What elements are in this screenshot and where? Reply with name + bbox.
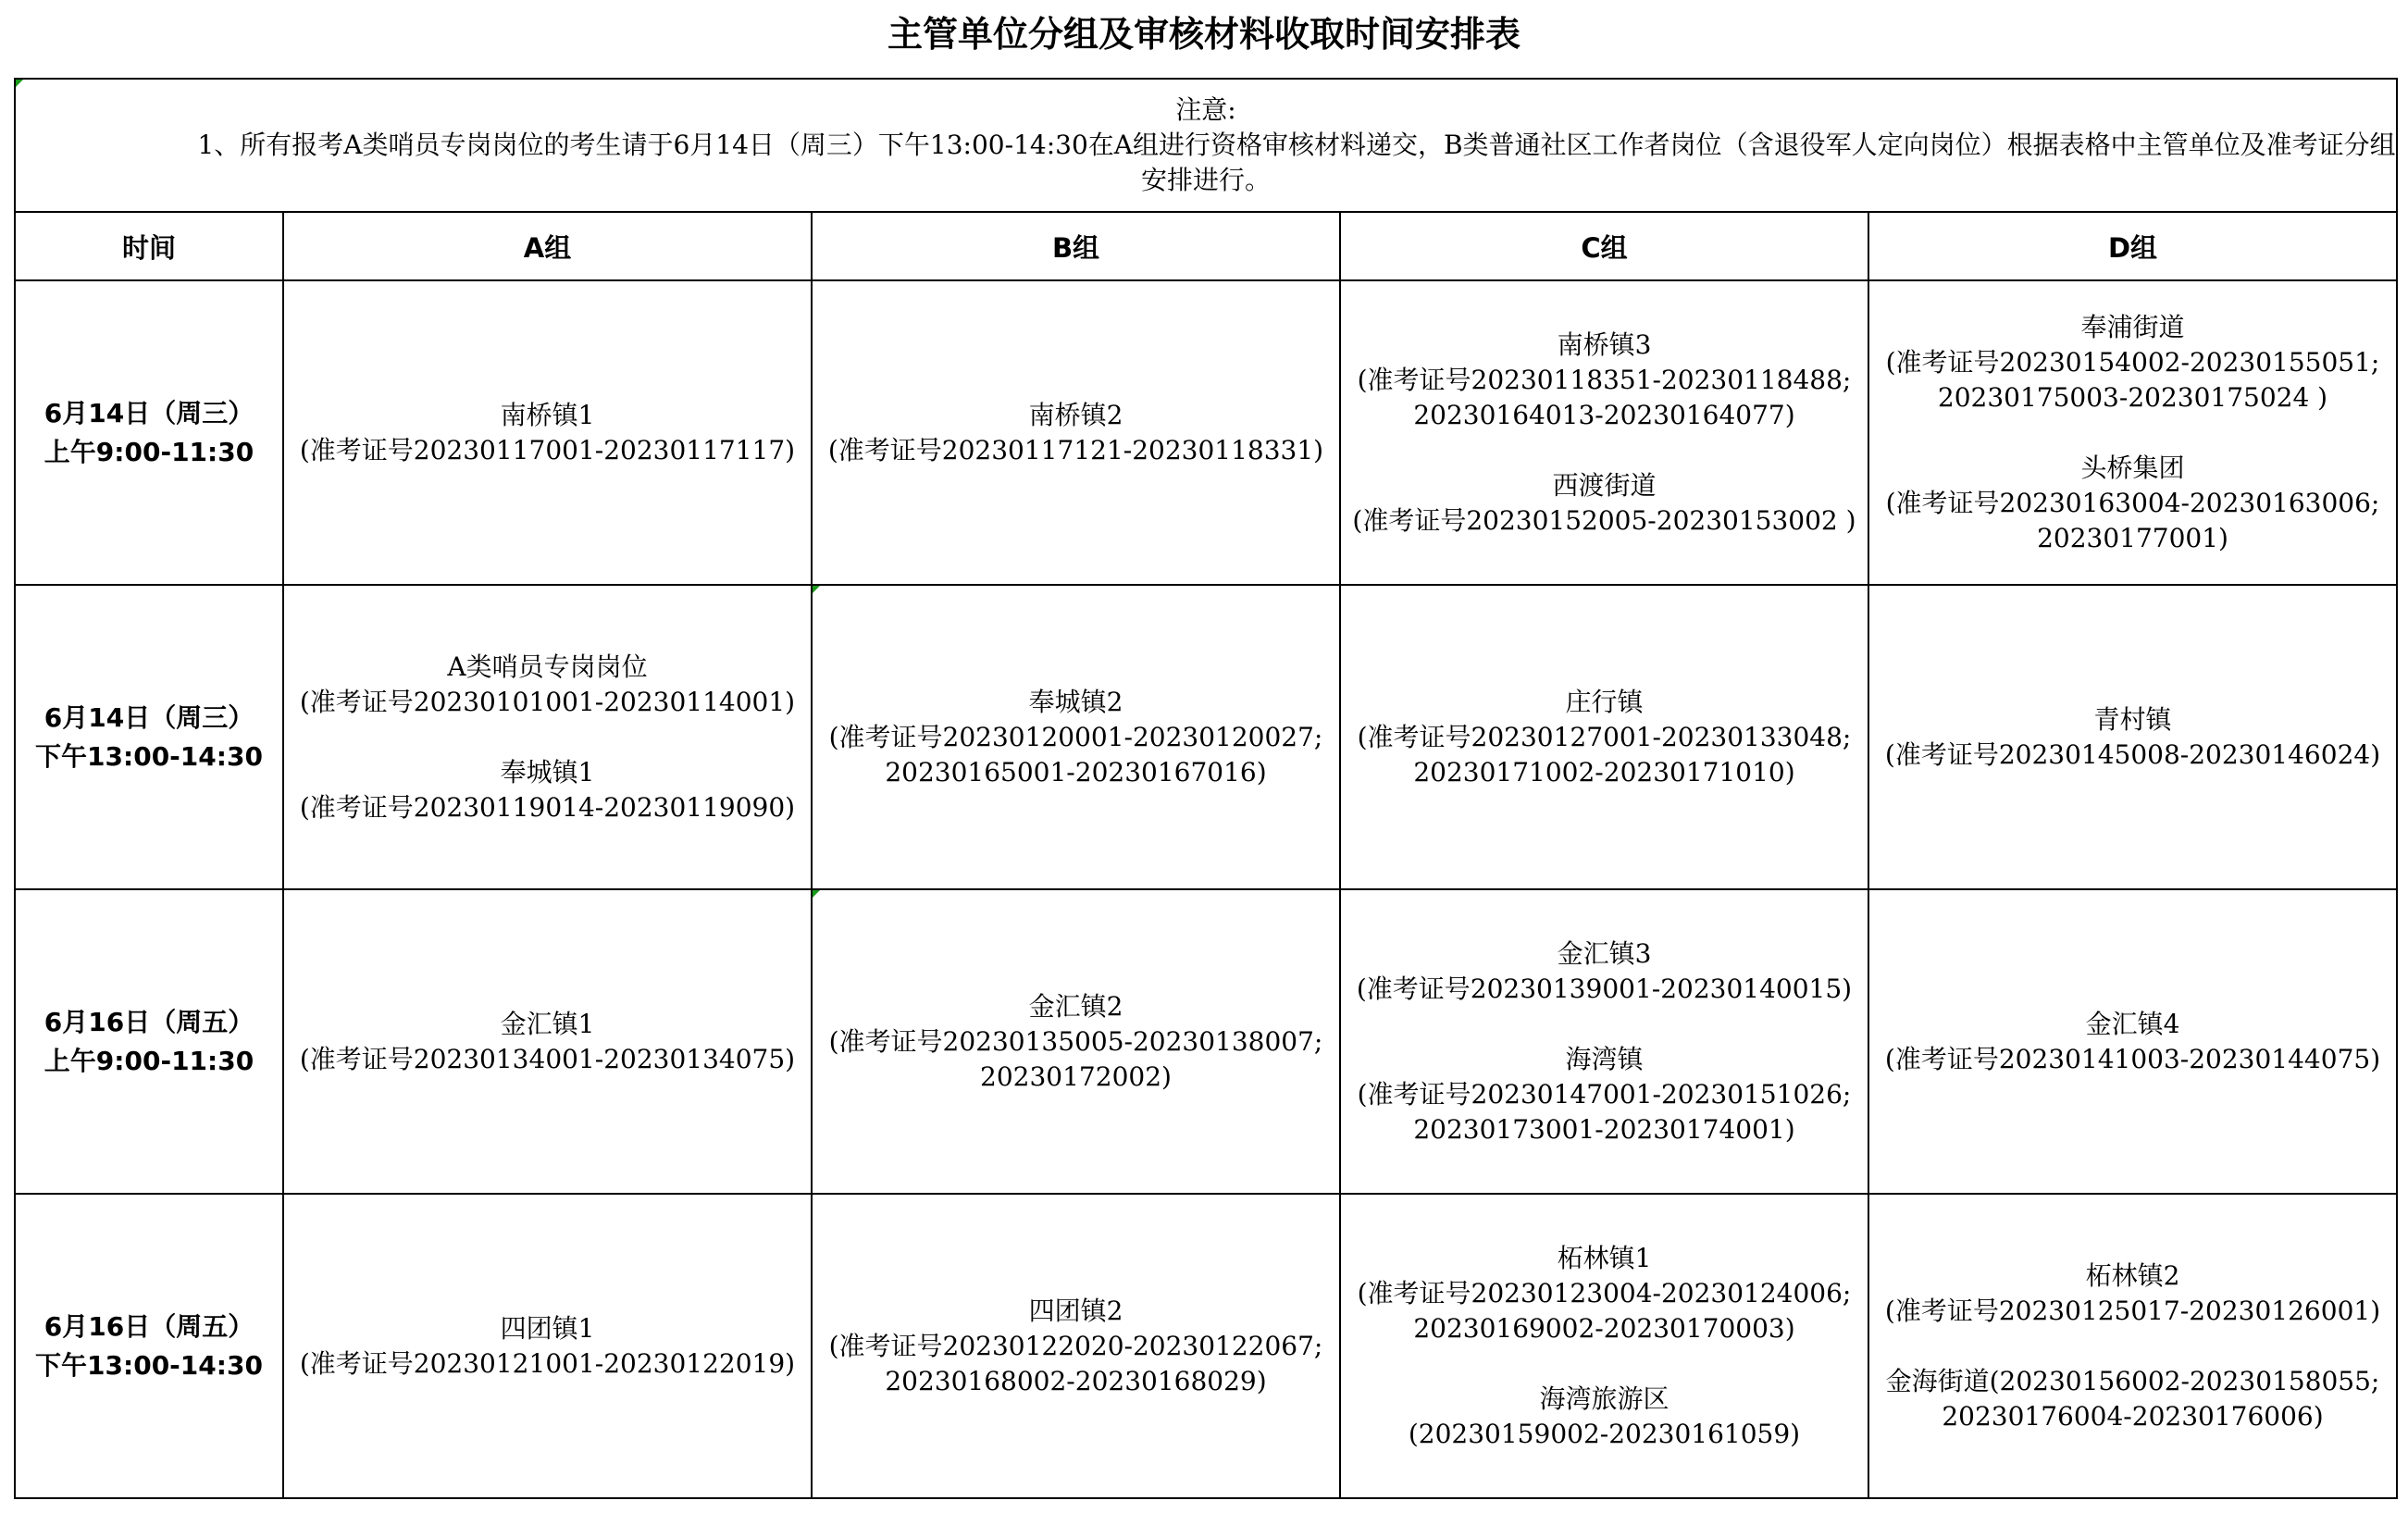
group-b-cell[interactable] xyxy=(812,889,1340,1194)
exam-id-range: 20230177001) xyxy=(2037,522,2228,553)
exam-id-range: 20230176004-20230176006) xyxy=(1942,1400,2324,1432)
time-date: 6月16日（周五） xyxy=(43,1310,254,1342)
header-row xyxy=(15,212,2397,280)
exam-id-range: (准考证号20230120001-20230120027; xyxy=(828,721,1323,752)
exam-id-range: (准考证号20230152005-20230153002 ) xyxy=(1352,504,1856,536)
time-range: 上午9:00-11:30 xyxy=(43,1045,254,1076)
unit-name: 金汇镇3 xyxy=(1557,937,1652,969)
unit-name: 头桥集团 xyxy=(2080,452,2185,483)
unit-entry xyxy=(813,398,1339,468)
time-range: 下午13:00-14:30 xyxy=(35,740,263,772)
group-c-cell[interactable] xyxy=(1340,280,1868,585)
exam-id-range: (准考证号20230163004-20230163006; xyxy=(1885,487,2380,518)
unit-entry xyxy=(1341,468,1868,539)
group-b-cell[interactable] xyxy=(812,1194,1340,1498)
time-date: 6月14日（周三） xyxy=(43,701,254,733)
time-range: 上午9:00-11:30 xyxy=(43,436,254,467)
exam-id-range: 20230171002-20230171010) xyxy=(1413,756,1795,788)
group-c-cell[interactable] xyxy=(1340,1194,1868,1498)
exam-id-range: (准考证号20230121001-20230122019) xyxy=(299,1347,796,1379)
exam-id-range: (准考证号20230117121-20230118331) xyxy=(827,434,1324,465)
group-a-cell[interactable] xyxy=(283,585,812,889)
exam-id-range: (准考证号20230117001-20230117117) xyxy=(299,434,796,465)
unit-name: 青村镇 xyxy=(2093,703,2172,735)
unit-name: 西渡街道 xyxy=(1552,469,1657,501)
exam-id-range: (准考证号20230134001-20230134075) xyxy=(299,1043,796,1074)
note-row xyxy=(15,79,2397,212)
group-d-cell[interactable] xyxy=(1868,889,2397,1194)
time-cell[interactable] xyxy=(15,1194,283,1498)
page-title: 主管单位分组及审核材料收取时间安排表 xyxy=(887,14,1521,55)
schedule-row xyxy=(15,585,2397,889)
unit-entry xyxy=(284,755,811,825)
exam-id-range: 20230164013-20230164077) xyxy=(1413,399,1795,430)
group-c-cell[interactable] xyxy=(1340,585,1868,889)
exam-id-range: (准考证号20230119014-20230119090) xyxy=(299,791,796,823)
exam-id-range: 20230165001-20230167016) xyxy=(885,756,1267,788)
time-range: 下午13:00-14:30 xyxy=(35,1349,263,1381)
time-cell[interactable] xyxy=(15,585,283,889)
time-date: 6月16日（周五） xyxy=(43,1006,254,1037)
unit-entry xyxy=(1869,702,2396,773)
exam-id-range: (准考证号20230139001-20230140015) xyxy=(1356,973,1853,1004)
unit-entry xyxy=(1341,936,1868,1007)
header-group-c[interactable]: C组 xyxy=(1340,212,1868,280)
unit-name: 海湾旅游区 xyxy=(1539,1383,1669,1414)
time-date: 6月14日（周三） xyxy=(43,397,254,428)
note-cell[interactable] xyxy=(15,79,2397,212)
exam-id-range: 20230172002) xyxy=(980,1060,1172,1092)
unit-name: 南桥镇2 xyxy=(1028,399,1123,430)
note-label: 注意: xyxy=(1175,94,1236,125)
unit-entry xyxy=(284,398,811,468)
unit-entry xyxy=(284,1311,811,1382)
exam-id-range: 20230175003-20230175024 ) xyxy=(1937,381,2328,413)
unit-name: 奉浦街道 xyxy=(2080,311,2185,342)
unit-name: 金海街道(20230156002-20230158055; xyxy=(1885,1365,2380,1396)
group-c-cell[interactable] xyxy=(1340,889,1868,1194)
unit-entry xyxy=(1869,310,2396,415)
exam-id-range: (准考证号20230135005-20230138007; xyxy=(828,1025,1323,1057)
note-text: 1、所有报考A类哨员专岗岗位的考生请于6月14日（周三）下午13:00-14:30在A组进行资格审核材料递交，B类普通社区工作者岗位（含退役军人定向岗位）根据表格中主管单位及准考证分组安排进行。 xyxy=(197,130,2396,195)
exam-id-range: 20230173001-20230174001) xyxy=(1413,1113,1795,1145)
unit-entry xyxy=(1341,685,1868,790)
exam-id-range: (准考证号20230147001-20230151026; xyxy=(1357,1078,1852,1110)
unit-name: 南桥镇1 xyxy=(500,399,595,430)
comment-marker xyxy=(813,586,820,593)
exam-id-range: (准考证号20230141003-20230144075) xyxy=(1884,1043,2381,1074)
unit-entry xyxy=(1341,328,1868,433)
unit-name: 四团镇1 xyxy=(500,1312,595,1344)
header-group-d[interactable]: D组 xyxy=(1868,212,2397,280)
exam-id-range: 20230168002-20230168029) xyxy=(885,1365,1267,1396)
time-cell[interactable] xyxy=(15,889,283,1194)
unit-name: 奉城镇1 xyxy=(500,756,595,788)
comment-marker xyxy=(813,890,820,898)
unit-entry xyxy=(284,1007,811,1077)
exam-id-range: (准考证号20230154002-20230155051; xyxy=(1885,346,2380,378)
unit-name: 金汇镇2 xyxy=(1028,990,1123,1022)
unit-entry xyxy=(813,1294,1339,1399)
exam-id-range: (准考证号20230122020-20230122067; xyxy=(828,1330,1323,1361)
time-cell[interactable] xyxy=(15,280,283,585)
unit-name: 海湾镇 xyxy=(1565,1043,1644,1074)
exam-id-range: 20230169002-20230170003) xyxy=(1413,1312,1795,1344)
group-b-cell[interactable] xyxy=(812,585,1340,889)
header-group-b[interactable]: B组 xyxy=(812,212,1340,280)
group-a-cell[interactable] xyxy=(283,889,812,1194)
schedule-row xyxy=(15,1194,2397,1498)
schedule-body xyxy=(15,280,2397,1498)
schedule-row xyxy=(15,889,2397,1194)
exam-id-range: (准考证号20230125017-20230126001) xyxy=(1884,1295,2381,1326)
unit-name: 南桥镇3 xyxy=(1557,329,1652,360)
exam-id-range: (20230159002-20230161059) xyxy=(1408,1418,1801,1449)
unit-name: 金汇镇1 xyxy=(500,1008,595,1039)
group-a-cell[interactable] xyxy=(283,280,812,585)
exam-id-range: (准考证号20230145008-20230146024) xyxy=(1884,738,2381,770)
group-d-cell[interactable] xyxy=(1868,585,2397,889)
unit-entry xyxy=(1869,1259,2396,1329)
unit-entry xyxy=(1341,1382,1868,1452)
header-group-a[interactable]: A组 xyxy=(283,212,812,280)
unit-entry xyxy=(284,650,811,720)
unit-entry xyxy=(813,989,1339,1095)
schedule-table xyxy=(14,78,2398,1499)
unit-name: A类哨员专岗岗位 xyxy=(447,651,648,682)
exam-id-range: (准考证号20230118351-20230118488; xyxy=(1357,364,1852,395)
unit-name: 金汇镇4 xyxy=(2085,1008,2180,1039)
header-time[interactable]: 时间 xyxy=(15,212,283,280)
exam-id-range: (准考证号20230127001-20230133048; xyxy=(1357,721,1852,752)
exam-id-range: (准考证号20230123004-20230124006; xyxy=(1357,1277,1852,1308)
unit-entry xyxy=(1869,1364,2396,1434)
unit-name: 庄行镇 xyxy=(1565,686,1644,717)
group-b-cell[interactable] xyxy=(812,280,1340,585)
unit-entry xyxy=(1341,1241,1868,1346)
exam-id-range: (准考证号20230101001-20230114001) xyxy=(299,686,796,717)
unit-entry xyxy=(1869,1007,2396,1077)
group-d-cell[interactable] xyxy=(1868,1194,2397,1498)
schedule-row xyxy=(15,280,2397,585)
unit-name: 奉城镇2 xyxy=(1028,686,1123,717)
unit-name: 四团镇2 xyxy=(1028,1295,1123,1326)
unit-name: 柘林镇2 xyxy=(2085,1259,2180,1291)
unit-entry xyxy=(1341,1042,1868,1147)
unit-entry xyxy=(1869,451,2396,556)
group-a-cell[interactable] xyxy=(283,1194,812,1498)
unit-entry xyxy=(813,685,1339,790)
comment-marker xyxy=(16,80,23,87)
unit-name: 柘林镇1 xyxy=(1557,1242,1652,1273)
group-d-cell[interactable] xyxy=(1868,280,2397,585)
